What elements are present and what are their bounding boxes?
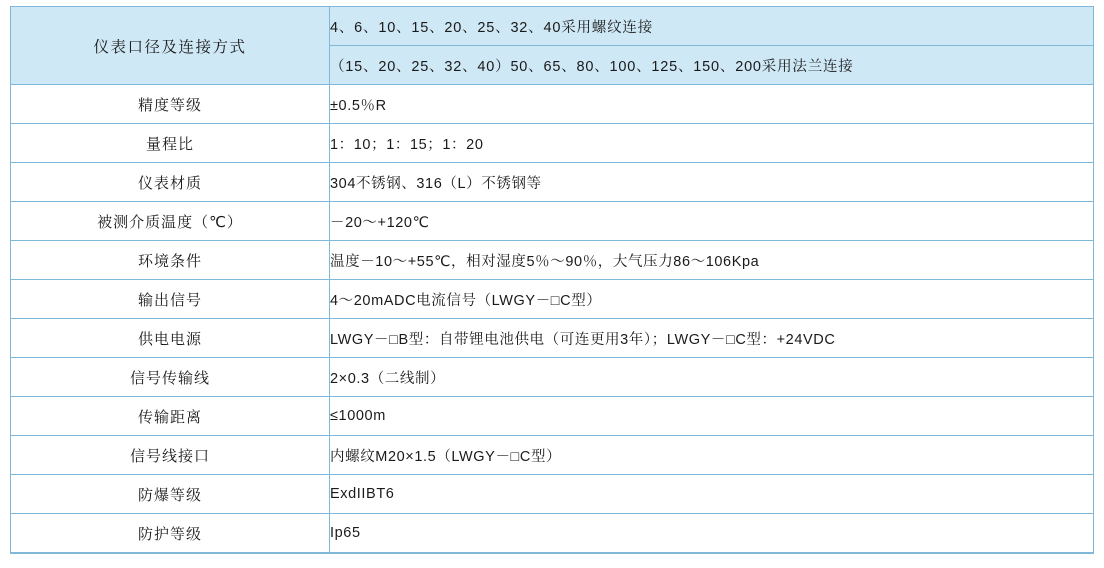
row-value-output-signal: 4～20mADC电流信号（LWGY－□C型） (330, 280, 1094, 319)
header-value-flanged: （15、20、25、32、40）50、65、80、100、125、150、200采用法兰连接 (330, 46, 1094, 85)
header-value-threaded: 4、6、10、15、20、25、32、40采用螺纹连接 (330, 7, 1094, 46)
row-value-signal-interface: 内螺纹M20×1.5（LWGY－□C型） (330, 436, 1094, 475)
row-value-power-supply: LWGY－□B型：自带锂电池供电（可连更用3年）；LWGY－□C型：+24VDC (330, 319, 1094, 358)
row-value-transmission-distance: ≤1000m (330, 397, 1094, 436)
table-row (11, 124, 1094, 163)
row-value-signal-cable: 2×0.3（二线制） (330, 358, 1094, 397)
bottom-divider (10, 553, 1094, 554)
table-row (11, 397, 1094, 436)
row-value-explosion-proof: ExdIIBT6 (330, 475, 1094, 514)
row-label-signal-interface: 信号线接口 (11, 436, 330, 475)
table-body (11, 7, 1094, 553)
table-row (11, 514, 1094, 553)
row-label-ingress-protection: 防护等级 (11, 514, 330, 553)
header-label-cell: 仪表口径及连接方式 (11, 7, 330, 85)
row-value-accuracy: ±0.5％R (330, 85, 1094, 124)
row-value-environment: 温度－10～+55℃，相对湿度5％～90％，大气压力86～106Kpa (330, 241, 1094, 280)
table-row (11, 163, 1094, 202)
table-row (11, 85, 1094, 124)
table-row (11, 319, 1094, 358)
row-label-material: 仪表材质 (11, 163, 330, 202)
row-value-medium-temperature: －20～+120℃ (330, 202, 1094, 241)
table-row (11, 241, 1094, 280)
table-row (11, 436, 1094, 475)
row-label-environment: 环境条件 (11, 241, 330, 280)
row-label-accuracy: 精度等级 (11, 85, 330, 124)
row-label-transmission-distance: 传输距离 (11, 397, 330, 436)
row-value-turndown-ratio: 1：10；1：15；1：20 (330, 124, 1094, 163)
row-label-explosion-proof: 防爆等级 (11, 475, 330, 514)
row-label-power-supply: 供电电源 (11, 319, 330, 358)
row-label-turndown-ratio: 量程比 (11, 124, 330, 163)
row-value-material: 304不锈钢、316（L）不锈钢等 (330, 163, 1094, 202)
table-row (11, 7, 1094, 46)
row-label-signal-cable: 信号传输线 (11, 358, 330, 397)
table-row (11, 358, 1094, 397)
row-label-output-signal: 输出信号 (11, 280, 330, 319)
table-row (11, 280, 1094, 319)
table-row (11, 475, 1094, 514)
row-value-ingress-protection: Ip65 (330, 514, 1094, 553)
table-row (11, 202, 1094, 241)
row-label-medium-temperature: 被测介质温度（℃） (11, 202, 330, 241)
specification-table (10, 6, 1094, 553)
